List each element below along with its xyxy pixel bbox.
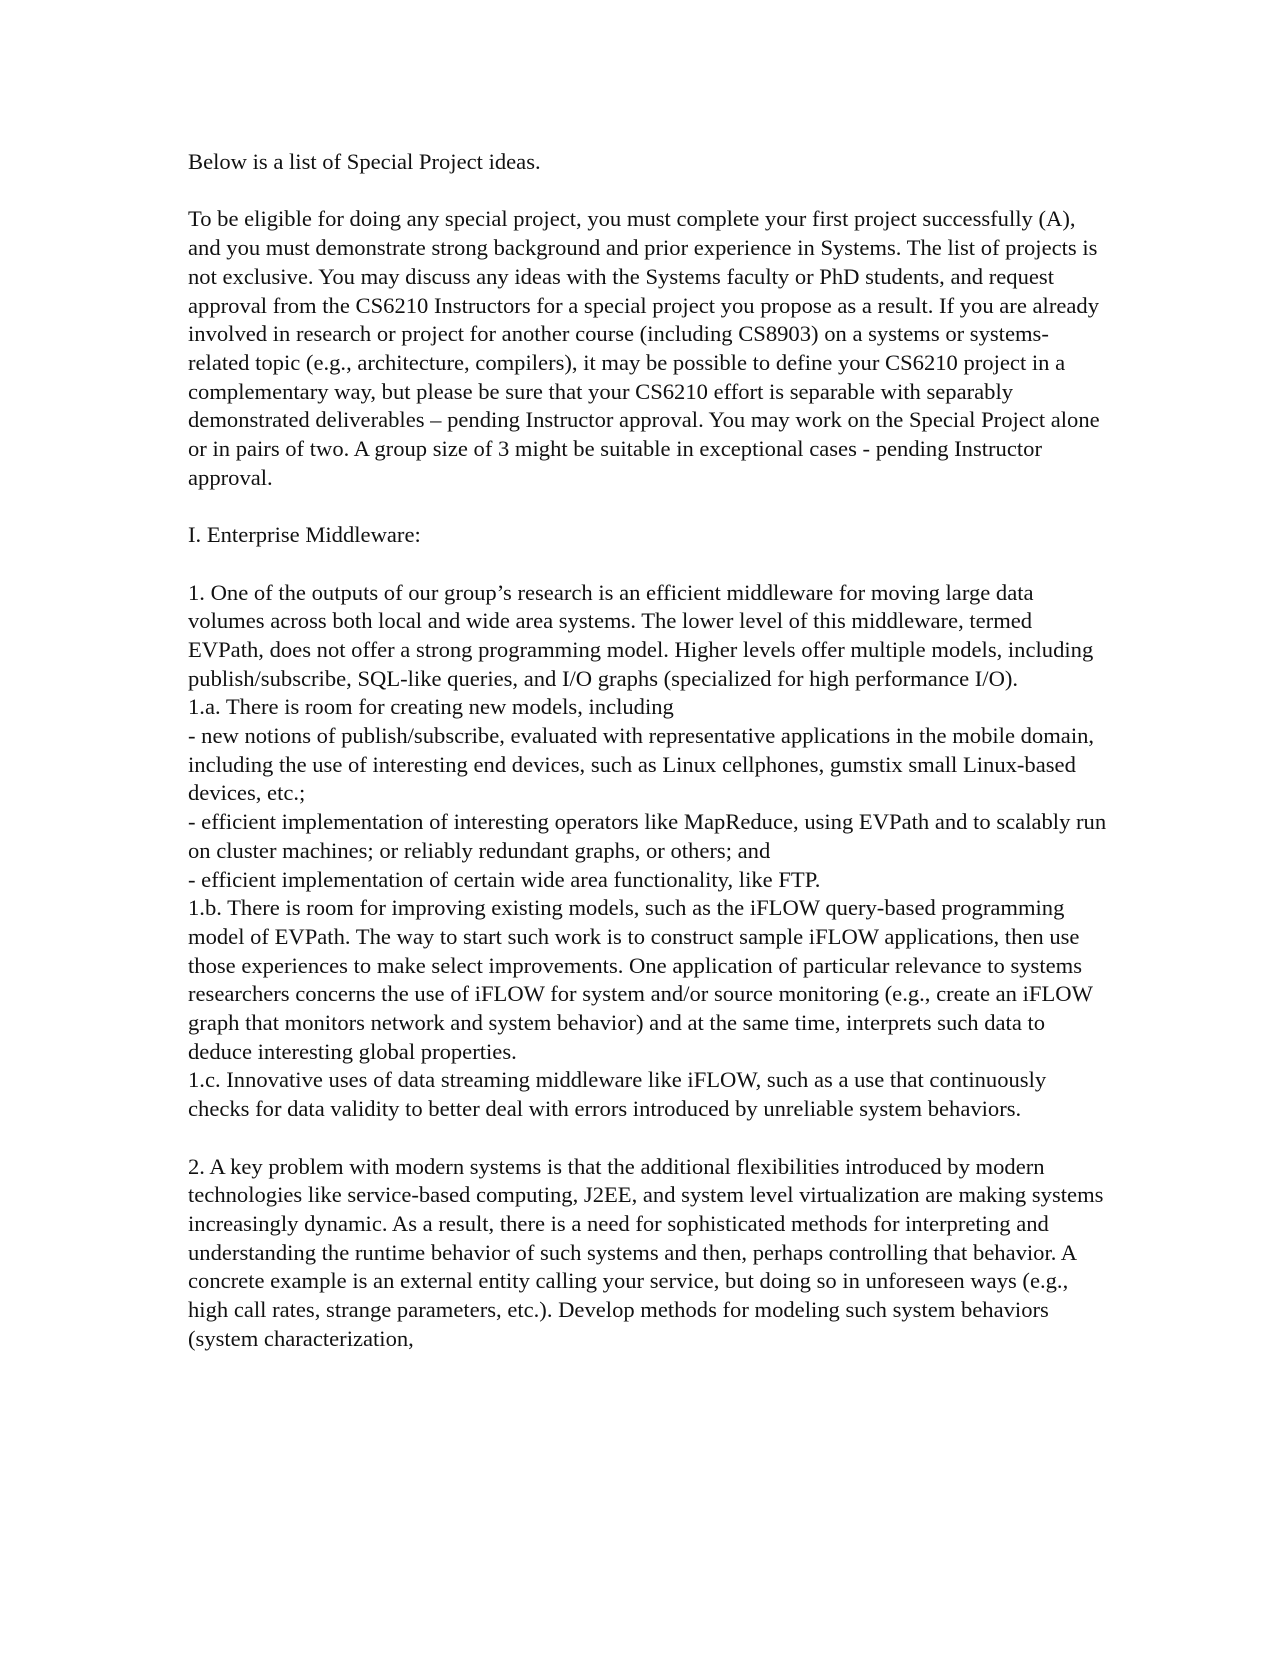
eligibility-paragraph: To be eligible for doing any special project, you must complete your first project successfully (A), and you must demonstrate strong background and prior experience in Systems. The list of projects is not exclusive. You may discuss any ideas with the Systems faculty or PhD students, and request approval from the CS6210 Instructors for a special project you propose as a result. If you are already involved in research or project for another course (including CS8903) on a systems or systems-related topic (e.g., architecture, compilers), it may be possible to define your CS6210 project in a complementary way, but please be sure that your CS6210 effort is separable with separably demonstrated deliverables – pending Instructor approval. You may work on the Special Project alone or in pairs of two. A group size of 3 might be suitable in exceptional cases - pending Instructor approval. <box>188 206 1100 490</box>
paragraph-gap <box>188 492 1108 521</box>
item-1c-paragraph: 1.c. Innovative uses of data streaming middleware like iFLOW, such as a use that continuously checks for data validity to better deal with errors introduced by unreliable system behaviors. <box>188 1067 1047 1122</box>
item-1a-bullet: - efficient implementation of interesting operators like MapReduce, using EVPath and to scalably run on cluster machines; or reliably redundant graphs, or others; and <box>188 809 1107 863</box>
item-1a-bullet: - efficient implementation of certain wide area functionality, like FTP. <box>188 866 821 892</box>
document-body <box>188 148 1108 1353</box>
item-2-paragraph: 2. A key problem with modern systems is that the additional flexibilities introduced by modern technologies like service-based computing, J2EE, and system level virtualization are making systems increasingly dynamic. As a result, there is a need for sophisticated methods for interpreting and understanding the runtime behavior of such systems and then, perhaps controlling that behavior. A concrete example is an external entity calling your service, but doing so in unforeseen ways (e.g., high call rates, strange parameters, etc.). Develop methods for modeling such system behaviors (system characterization, <box>188 1153 1104 1351</box>
section-heading: I. Enterprise Middleware: <box>188 522 421 548</box>
paragraph-gap <box>188 1124 1108 1153</box>
item-1a-bullet: - new notions of publish/subscribe, evaluated with representative applications in the mobile domain, including the use of interesting end devices, such as Linux cellphones, gumstix small Linux-based devices, etc.; <box>188 723 1095 806</box>
intro-paragraph: Below is a list of Special Project ideas. <box>188 149 541 174</box>
paragraph-gap <box>188 550 1108 579</box>
item-1a-paragraph: 1.a. There is room for creating new models, including <box>188 694 674 720</box>
item-1-paragraph: 1. One of the outputs of our group’s research is an efficient middleware for moving large data volumes across both local and wide area systems. The lower level of this middleware, termed EVPath, does not offer a strong programming model. Higher levels offer multiple models, including publish/subscribe, SQL-like queries, and I/O graphs (specialized for high performance I/O). <box>188 579 1094 691</box>
paragraph-gap <box>188 177 1108 206</box>
item-1b-paragraph: 1.b. There is room for improving existing models, such as the iFLOW query-based programming model of EVPath. The way to start such work is to construct sample iFLOW applications, then use those experiences to make select improvements. One application of particular relevance to systems researchers concerns the use of iFLOW for system and/or source monitoring (e.g., create an iFLOW graph that monitors network and system behavior) and at the same time, interprets such data to deduce interesting global properties. <box>188 895 1093 1064</box>
